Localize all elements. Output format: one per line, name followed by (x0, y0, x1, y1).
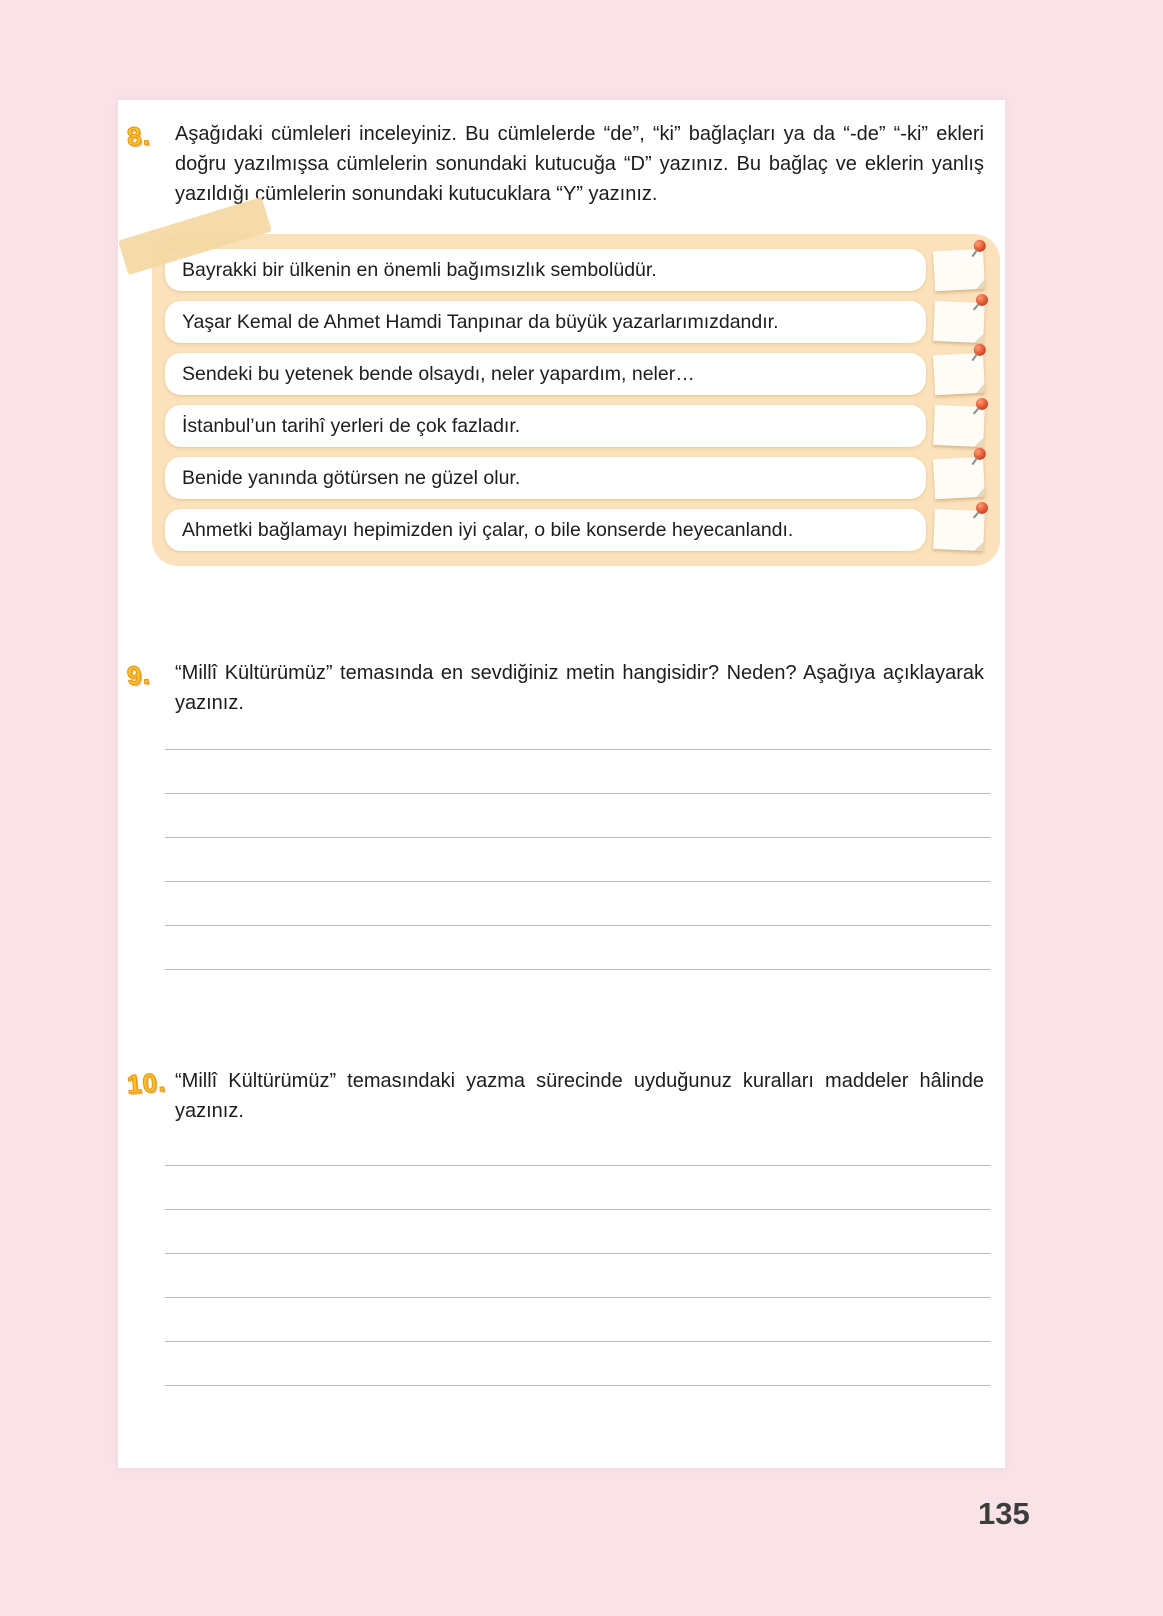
writing-line[interactable] (165, 882, 990, 926)
writing-line[interactable] (165, 1122, 990, 1166)
pushpin-icon (971, 398, 988, 417)
sentences-panel (152, 234, 1000, 566)
writing-line[interactable] (165, 794, 990, 838)
sentence-row (165, 509, 992, 551)
exercise-8-header (127, 119, 984, 209)
answer-box-slot (926, 406, 992, 446)
exercise-9-number: 9. (125, 659, 152, 691)
exercise-10-number: 10. (125, 1066, 168, 1100)
page-number: 135 (978, 1496, 1030, 1531)
exercise-10-instruction: “Millî Kültürümüz” temasındaki yazma sürecinde uyduğunuz kuralları maddeler hâlinde yazınız. (175, 1070, 984, 1122)
exercise-9-writing-lines (165, 706, 990, 970)
answer-box-slot (926, 510, 992, 550)
answer-box-slot (926, 354, 992, 394)
exercise-8-number: 8. (125, 120, 152, 152)
sentence-text: İstanbul’un tarihî yerleri de çok fazladır. (165, 405, 926, 447)
exercise-8-instruction: Aşağıdaki cümleleri inceleyiniz. Bu cümlelerde “de”, “ki” bağlaçları ya da “-de” “-ki” ekleri doğru yazılmışsa cümlelerin sonundaki kutucuğa “D” yazınız. Bu bağlaç ve eklerin yanlış yazıldığı cümlelerin sonundaki kutucuklara “Y” yazınız. (175, 123, 984, 205)
answer-box[interactable] (933, 405, 985, 447)
writing-line[interactable] (165, 1298, 990, 1342)
answer-box-slot (926, 302, 992, 342)
sentence-row (165, 249, 992, 291)
sentence-row (165, 301, 992, 343)
exercise-9-number-badge (127, 658, 175, 691)
writing-line[interactable] (165, 1210, 990, 1254)
writing-line[interactable] (165, 838, 990, 882)
answer-box[interactable] (933, 301, 985, 343)
writing-line[interactable] (165, 750, 990, 794)
exercise-8-number-badge (127, 119, 175, 152)
writing-line[interactable] (165, 1166, 990, 1210)
answer-box-slot (926, 458, 992, 498)
answer-box-slot (926, 250, 992, 290)
sentence-text: Ahmetki bağlamayı hepimizden iyi çalar, o bile konserde heyecanlandı. (165, 509, 926, 551)
writing-line[interactable] (165, 926, 990, 970)
sentence-text: Yaşar Kemal de Ahmet Hamdi Tanpınar da büyük yazarlarımızdandır. (165, 301, 926, 343)
worksheet-page (118, 100, 1005, 1468)
writing-line[interactable] (165, 1342, 990, 1386)
writing-line[interactable] (165, 1254, 990, 1298)
pushpin-icon (971, 502, 988, 521)
answer-box[interactable] (933, 249, 985, 292)
sentence-row (165, 353, 992, 395)
sentence-text: Sendeki bu yetenek bende olsaydı, neler yapardım, neler… (165, 353, 926, 395)
pushpin-icon (969, 240, 986, 259)
pushpin-icon (969, 448, 986, 467)
sentence-text: Bayrakki bir ülkenin en önemli bağımsızlık sembolüdür. (165, 249, 926, 291)
exercise-10-writing-lines (165, 1122, 990, 1386)
sentence-row (165, 457, 992, 499)
answer-box[interactable] (933, 509, 985, 551)
sentence-text: Benide yanında götürsen ne güzel olur. (165, 457, 926, 499)
answer-box[interactable] (933, 353, 985, 396)
pushpin-icon (971, 294, 988, 313)
writing-line[interactable] (165, 706, 990, 750)
answer-box[interactable] (933, 457, 985, 500)
sentence-row (165, 405, 992, 447)
pushpin-icon (969, 344, 986, 363)
exercise-10-number-badge (127, 1066, 175, 1099)
exercise-10-header (127, 1066, 984, 1126)
exercise-9-instruction: “Millî Kültürümüz” temasında en sevdiğiniz metin hangisidir? Neden? Aşağıya açıklayarak yazınız. (175, 662, 984, 714)
